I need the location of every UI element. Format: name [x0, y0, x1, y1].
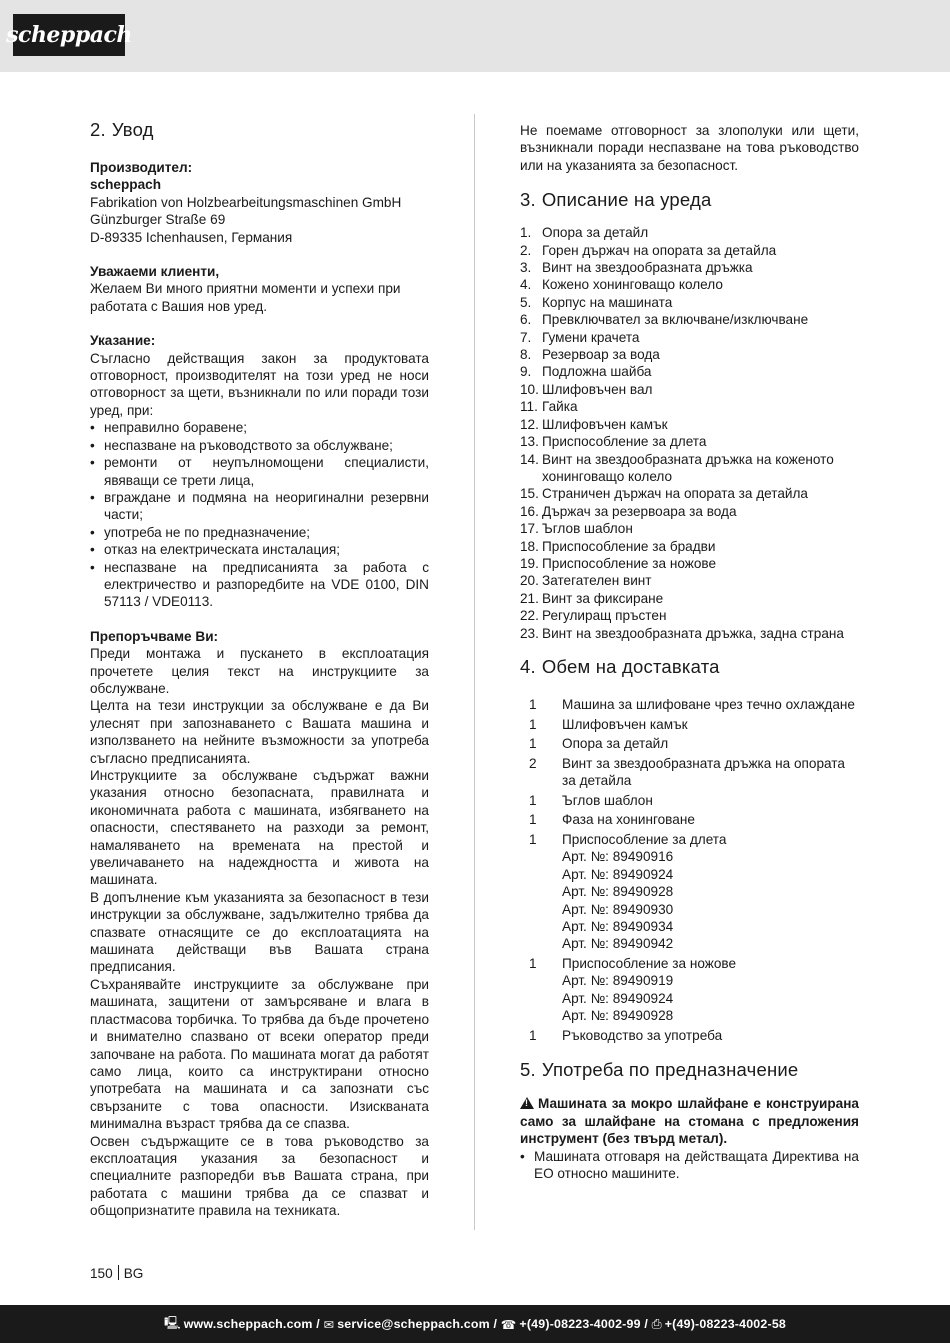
note-label: Указание:: [90, 333, 156, 349]
article-number: Арт. №: 89490919: [562, 973, 674, 989]
fax-icon: ⎙: [651, 1316, 662, 1331]
scope-description: [562, 735, 859, 752]
part-number: 23.: [520, 625, 539, 641]
article-number: Арт. №: 89490928: [562, 1008, 674, 1024]
scope-quantity: 1: [529, 716, 537, 732]
article-number: Арт. №: 89490924: [562, 866, 674, 882]
part-label: Регулиращ пръстен: [542, 608, 667, 624]
website-link[interactable]: www.scheppach.com /: [183, 1317, 320, 1331]
article-number: Арт. №: 89490942: [562, 936, 674, 952]
part-number: 20.: [520, 573, 539, 589]
sec5-bullet-list: [520, 1148, 859, 1183]
scope-description: [562, 792, 859, 809]
scope-description: [562, 811, 859, 828]
scope-item-name: Опора за детайл: [562, 736, 669, 752]
part-number: 18.: [520, 538, 539, 554]
scope-item: [520, 716, 859, 733]
part-number: 14.: [520, 451, 539, 467]
scope-quantity: 1: [529, 955, 537, 971]
scope-description: [562, 716, 859, 733]
left-column: [90, 118, 429, 1220]
part-label: Шлифовъчен вал: [542, 381, 653, 397]
manufacturer-line: D-89335 Ichenhausen, Германия: [90, 229, 293, 245]
part-label: Ъглов шаблон: [542, 521, 633, 537]
article-number: Арт. №: 89490930: [562, 901, 674, 917]
note-text: Съгласно действащия закон за продуктовата отговорност, производителят на този уред не носи отговорност за щети, възникнали по или поради този уред, при:: [90, 350, 429, 418]
warning-triangle-icon: [520, 1097, 534, 1109]
part-label: Шлифовъчен камък: [542, 416, 668, 432]
part-item: [520, 416, 859, 433]
part-label: Страничен държач на опората за детайла: [542, 486, 808, 502]
manufacturer-line: Fabrikation von Holzbearbeitungsmaschinen GmbH: [90, 194, 402, 210]
liability-text: Не поемаме отговорност за злополуки или щети, възникнали поради неспазване на това ръководство или на указанията за безопасност.: [520, 123, 859, 173]
part-number: 12.: [520, 416, 539, 432]
recommend-paragraph: В допълнение към указанията за безопасност в тези инструкции за обслужване, задължително трябва да спазвате отнасящите се до експлоатацията на машината действащи във Вашата страна предписания.: [90, 889, 429, 975]
part-label: Държач за резервоара за вода: [542, 503, 737, 519]
fax-number: +(49)-08223-4002-58: [664, 1317, 787, 1331]
part-number: 17.: [520, 521, 539, 537]
part-item: [520, 590, 859, 607]
section-3-heading: 3. Описание на уреда: [520, 189, 712, 211]
scope-item-name: Шлифовъчен камък: [562, 716, 688, 732]
customers-text: Желаем Ви много приятни моменти и успехи при работата с Вашия нов уред.: [90, 281, 401, 314]
list-item: • неправилно боравене;: [90, 419, 429, 436]
part-item: [520, 503, 859, 520]
part-item: [520, 538, 859, 555]
scope-description: [562, 696, 859, 713]
scope-quantity: 2: [529, 755, 537, 771]
scope-item: [520, 792, 859, 809]
part-item: [520, 329, 859, 346]
customers-label: Уважаеми клиенти,: [90, 264, 220, 280]
part-item: [520, 294, 859, 311]
part-number: 6.: [520, 312, 532, 328]
scope-quantity: 1: [529, 696, 537, 712]
part-number: 3.: [520, 260, 532, 276]
note-bullet-list: [90, 419, 429, 610]
recommend-paragraph: Инструкциите за обслужване съдържат важни указания относно безопасната, правилната и икономичната работа с машината, избягването на опасности, спестяването на разходи за ремонт, намаляването на времената на престой и увеличаването на надеждността и живота на машината.: [90, 768, 429, 888]
scope-description: [562, 755, 859, 790]
phone-icon: ☎: [500, 1317, 517, 1332]
section-5-heading: 5. Употреба по предназначение: [520, 1059, 799, 1081]
manufacturer-label: Производител:: [90, 160, 193, 175]
article-number: Арт. №: 89490924: [562, 990, 674, 1006]
column-divider: [474, 114, 475, 1230]
part-number: 4.: [520, 277, 532, 293]
part-label: Превключвател за включване/изключване: [542, 312, 809, 328]
part-label: Гумени крачета: [542, 329, 640, 345]
right-column: [520, 122, 859, 1182]
scope-description: [562, 831, 859, 953]
part-item: [520, 259, 859, 276]
part-item: [520, 381, 859, 398]
scope-item-name: Приспособление за ножове: [562, 955, 737, 971]
part-item: [520, 520, 859, 537]
scope-quantity: 1: [529, 831, 537, 847]
list-item: • неспазване на предписанията за работа с електричество и разпоредбите на VDE 0100, DIN 57113 / VDE0113.: [90, 559, 429, 611]
scheppach-logo: scheppach: [13, 14, 125, 56]
recommend-paragraph: Съхранявайте инструкциите за обслужване при машината, защитени от замърсяване и влага в пластмасова торбичка. То трябва да бъде прочетено и внимателно спазвано от всеки оператор преди започване на работа. По машината могат да работят само лица, които са инструктирани относно употребата на машината и са запознати със свързаните с това опасности. Изисквaната минимална възраст трябва да се спазва.: [90, 976, 429, 1132]
scope-item-name: Винт за звездообразната дръжка на опората за детайла: [562, 755, 845, 789]
part-label: Горен държач на опората за детайла: [542, 242, 777, 258]
part-label: Винт за фиксиране: [542, 590, 664, 606]
part-number: 13.: [520, 434, 539, 450]
scope-item-name: Машина за шлифоване чрез течно охлаждане: [562, 696, 855, 712]
recommend-label: Препоръчваме Ви:: [90, 628, 219, 644]
scope-item: [520, 755, 859, 790]
recommend-paragraph: Целта на тези инструкции за обслужване е да Ви улеснят при запознаването с Вашата машина и използването на нейните възможности за употреба съгласно предписанията.: [90, 698, 429, 766]
manufacturer-line: Günzburger Straße 69: [90, 212, 226, 228]
scope-item: [520, 955, 859, 1025]
part-number: 15.: [520, 486, 539, 502]
part-item: [520, 242, 859, 259]
part-label: Резервоар за вода: [542, 347, 660, 363]
article-number: Арт. №: 89490934: [562, 918, 674, 934]
part-item: [520, 224, 859, 241]
part-number: 11.: [520, 399, 538, 415]
part-number: 10.: [520, 381, 539, 397]
article-number: Арт. №: 89490916: [562, 849, 674, 865]
part-item: [520, 451, 859, 486]
list-item: • ремонти от неупълномощени специалисти, явяващи се трети лица,: [90, 454, 429, 489]
scope-quantity: 1: [529, 792, 537, 808]
part-label: Затегателен винт: [542, 573, 652, 589]
article-number: Арт. №: 89490928: [562, 884, 674, 900]
part-number: 22.: [520, 608, 539, 624]
parts-list: [520, 224, 859, 642]
scope-description: [562, 955, 859, 1025]
list-item: • вграждане и подмяна на неоригинални резервни части;: [90, 489, 429, 524]
part-item: [520, 346, 859, 363]
part-item: [520, 607, 859, 624]
mail-icon: ✉: [323, 1317, 335, 1332]
part-label: Кожено хонинговащо колело: [542, 277, 723, 293]
email-link[interactable]: service@scheppach.com /: [337, 1317, 498, 1331]
part-label: Винт на звездообразната дръжка, задна страна: [542, 625, 844, 641]
part-item: [520, 363, 859, 380]
warning-block: !Машината за мокро шлайфане е конструирана само за шлайфане на стомана с предложения инструмент (без твърд метал).: [520, 1095, 859, 1147]
part-item: [520, 433, 859, 450]
part-number: 8.: [520, 347, 532, 363]
part-label: Приспособление за длета: [542, 434, 707, 450]
list-item: • Машината отговаря на действащата Директива на ЕО относно машините.: [520, 1148, 859, 1183]
page-number: 150 BG: [90, 1266, 144, 1281]
section-2-heading: 2. Увод: [90, 119, 154, 140]
phone-number: +(49)-08223-4002-99 /: [519, 1317, 648, 1331]
part-label: Приспособление за ножове: [542, 555, 717, 571]
scope-item: [520, 831, 859, 953]
part-number: 1.: [520, 225, 532, 241]
part-number: 5.: [520, 294, 532, 310]
part-number: 16.: [520, 503, 539, 519]
part-item: [520, 311, 859, 328]
manufacturer-name: scheppach: [90, 177, 162, 193]
scope-item: [520, 1027, 859, 1044]
computer-icon: 🖳: [163, 1315, 181, 1330]
scope-item: [520, 735, 859, 752]
scope-item-name: Ъглов шаблон: [562, 792, 653, 808]
scope-item: [520, 696, 859, 713]
part-item: [520, 485, 859, 502]
scope-item-name: Приспособление за длета: [562, 831, 727, 847]
part-label: Приспособление за брадви: [542, 538, 716, 554]
part-number: 2.: [520, 242, 532, 258]
part-item: [520, 276, 859, 293]
scope-quantity: 1: [529, 736, 537, 752]
section-4-heading: 4. Обем на доставката: [520, 655, 720, 677]
scope-quantity: 1: [529, 1027, 537, 1043]
scope-description: [562, 1027, 859, 1044]
list-item: • отказ на електрическата инсталация;: [90, 541, 429, 558]
part-label: Гайка: [542, 399, 578, 415]
contact-bar: [0, 1305, 950, 1343]
part-label: Винт на звездообразната дръжка на коженото хонинговащо колело: [542, 451, 834, 484]
list-item: • неспазване на ръководството за обслужване;: [90, 437, 429, 454]
recommend-paragraph: Освен съдържащите се в това ръководство за експлоатация указания за безопасност и специалните разпоредби във Вашата страна, при работата с машини трябва да се спазват и общопризнатите правила на техниката.: [90, 1133, 429, 1219]
part-number: 9.: [520, 364, 532, 380]
recommend-paragraph: Преди монтажа и пускането в експлоатация прочетете целия текст на инструкциите за обслужване.: [90, 646, 429, 696]
header-bar: [0, 0, 950, 72]
part-label: Винт на звездообразната дръжка: [542, 260, 753, 276]
part-number: 7.: [520, 329, 532, 345]
part-item: [520, 398, 859, 415]
part-label: Подложна шайба: [542, 364, 652, 380]
part-number: 21.: [520, 590, 539, 606]
part-item: [520, 625, 859, 642]
part-item: [520, 555, 859, 572]
part-label: Корпус на машината: [542, 294, 673, 310]
part-number: 19.: [520, 555, 539, 571]
scope-quantity: 1: [529, 812, 537, 828]
delivery-scope-list: [520, 696, 859, 1044]
list-item: • употреба не по предназначение;: [90, 524, 429, 541]
scope-item-name: Ръководство за употреба: [562, 1027, 723, 1043]
scope-item-name: Фаза на хонинговане: [562, 812, 695, 828]
part-item: [520, 572, 859, 589]
part-label: Опора за детайл: [542, 225, 649, 241]
scope-item: [520, 811, 859, 828]
